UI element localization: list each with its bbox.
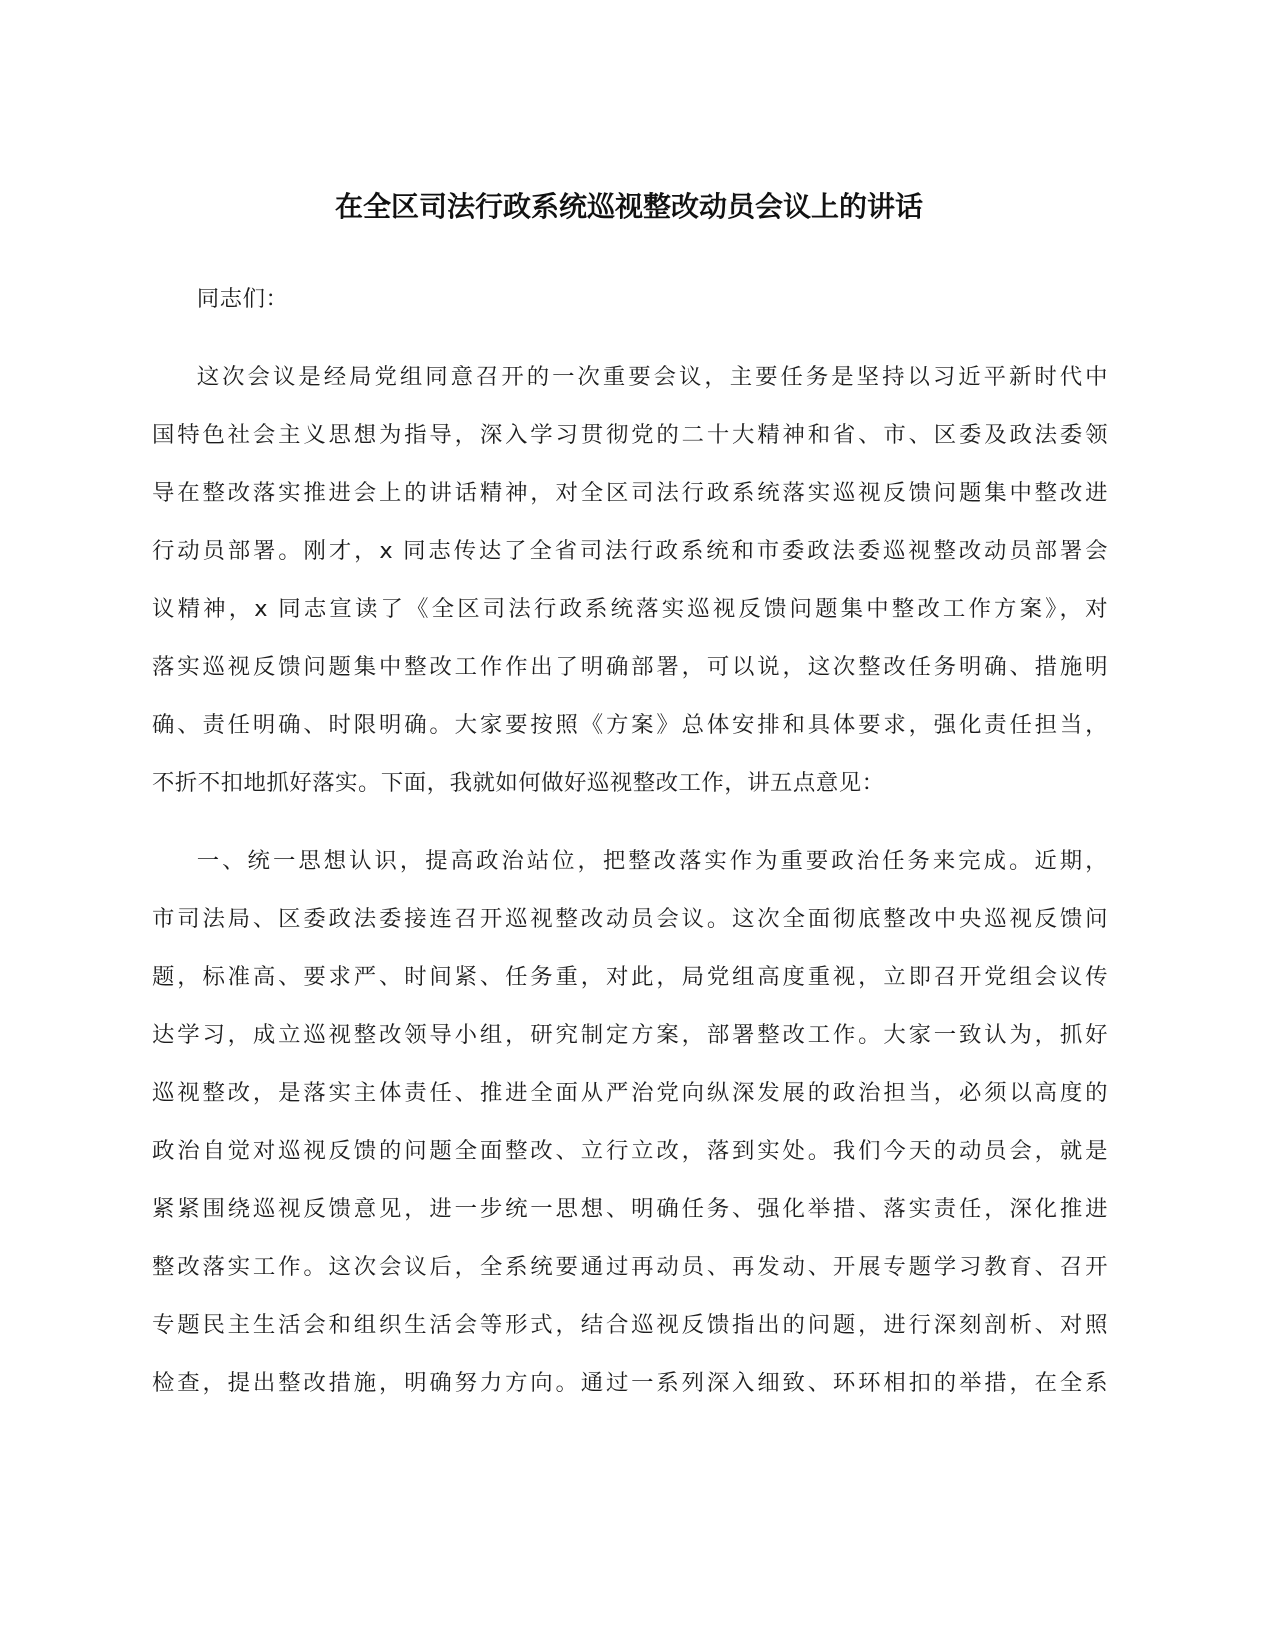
paragraph-line: 导在整改落实推进会上的讲话精神，对全区司法行政系统落实巡视反馈问题集中整改进	[152, 480, 1108, 506]
salutation	[152, 270, 1108, 328]
paragraph-line: 题，标准高、要求严、时间紧、任务重，对此，局党组高度重视，立即召开党组会议传	[152, 964, 1108, 990]
paragraph-line: 紧紧围绕巡视反馈意见，进一步统一思想、明确任务、强化举措、落实责任，深化推进	[152, 1196, 1108, 1222]
paragraph-line: 巡视整改，是落实主体责任、推进全面从严治党向纵深发展的政治担当，必须以高度的	[152, 1080, 1108, 1106]
document-title: 在全区司法行政系统巡视整改动员会议上的讲话	[334, 190, 923, 223]
paragraph-line: 专题民主生活会和组织生活会等形式，结合巡视反馈指出的问题，进行深刻剖析、对照	[152, 1312, 1108, 1338]
document-body	[152, 270, 1108, 1432]
paragraph-line: 达学习，成立巡视整改领导小组，研究制定方案，部署整改工作。大家一致认为，抓好	[152, 1022, 1108, 1048]
paragraph-line: 落实巡视反馈问题集中整改工作作出了明确部署，可以说，这次整改任务明确、措施明	[152, 654, 1108, 680]
paragraph-line: 确、责任明确、时限明确。大家要按照《方案》总体安排和具体要求，强化责任担当，	[152, 712, 1108, 738]
paragraph-line: 这次会议是经局党组同意召开的一次重要会议，主要任务是坚持以习近平新时代中	[196, 364, 1108, 390]
paragraph-line: 国特色社会主义思想为指导，深入学习贯彻党的二十大精神和省、市、区委及政法委领	[152, 422, 1108, 448]
paragraph-line: 一、统一思想认识，提高政治站位，把整改落实作为重要政治任务来完成。近期，	[196, 848, 1108, 874]
paragraph-2	[152, 832, 1108, 1412]
salutation-text: 同志们：	[196, 286, 289, 312]
paragraph-line: 不折不扣地抓好落实。下面，我就如何做好巡视整改工作，讲五点意见：	[152, 770, 885, 796]
paragraph-line: 市司法局、区委政法委接连召开巡视整改动员会议。这次全面彻底整改中央巡视反馈问	[152, 906, 1108, 932]
paragraph-line: 检查，提出整改措施，明确努力方向。通过一系列深入细致、环环相扣的举措，在全系	[152, 1370, 1108, 1396]
paragraph-1	[152, 348, 1108, 812]
paragraph-line: 议精神，x 同志宣读了《全区司法行政系统落实巡视反馈问题集中整改工作方案》，对	[152, 596, 1108, 622]
paragraph-line: 整改落实工作。这次会议后，全系统要通过再动员、再发动、开展专题学习教育、召开	[152, 1254, 1108, 1280]
paragraph-line: 行动员部署。刚才，x 同志传达了全省司法行政系统和市委政法委巡视整改动员部署会	[152, 538, 1108, 564]
paragraph-line: 政治自觉对巡视反馈的问题全面整改、立行立改，落到实处。我们今天的动员会，就是	[152, 1138, 1108, 1164]
